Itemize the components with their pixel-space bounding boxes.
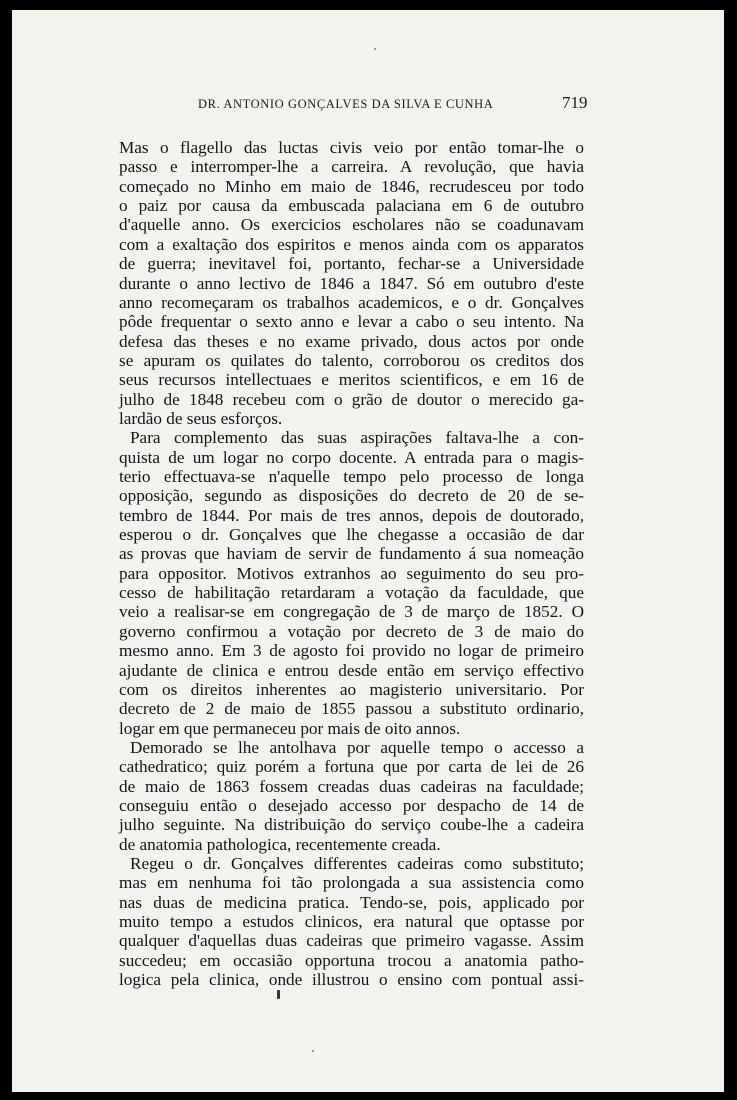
- text-line: ajudante de clinica e entrou desde então em serviço effectivo: [119, 660, 584, 680]
- text-line: as provas que haviam de servir de fundamento á sua nomeação: [119, 544, 584, 564]
- text-line: com a exaltação dos espiritos e menos ainda com os apparatos: [119, 234, 584, 254]
- text-line: nas duas de medicina pratica. Tendo-se, pois, applicado por: [119, 892, 584, 912]
- text-line: conseguiu então o desejado accesso por despacho de 14 de: [119, 795, 584, 815]
- text-line: com os direitos inherentes ao magisterio universitario. Por: [119, 679, 584, 699]
- text-line: de anatomia pathologica, recentemente creada.: [119, 834, 441, 854]
- text-line: Regeu o dr. Gonçalves differentes cadeiras como substituto;: [130, 854, 584, 873]
- text-line: muito tempo a estudos clinicos, era natural que optasse por: [119, 912, 584, 931]
- text-line: Demorado se lhe antolhava por aquelle tempo o accesso a: [130, 737, 584, 757]
- text-line: quista de um logar no corpo docente. A entrada para o magis-: [119, 447, 584, 467]
- text-line: passo e interromper-lhe a carreira. A revolução, que havia: [119, 157, 584, 177]
- text-line: defesa das theses e no exame privado, dous actos por onde: [119, 331, 584, 351]
- paper-speck: [312, 1050, 314, 1052]
- text-line: de maio de 1863 fossem creadas duas cadeiras na faculdade;: [119, 776, 584, 796]
- text-line: Mas o flagello das luctas civis veio por então tomar-lhe o: [119, 138, 584, 157]
- text-line: durante o anno lectivo de 1846 a 1847. Só em outubro d'este: [119, 273, 584, 293]
- book-page: [12, 10, 724, 1092]
- text-line: seus recursos intellectuaes e meritos scientificos, e em 16 de: [119, 370, 584, 390]
- text-line: mas em nenhuma foi tão prolongada a sua assistencia como: [119, 873, 584, 893]
- text-line: cesso de habilitação retardaram a votação da faculdade, que: [119, 583, 584, 602]
- text-line: logica pela clinica, onde illustrou o ensino com pontual assi-: [119, 970, 584, 990]
- text-line: cathedratico; quiz porém a fortuna que por carta de lei de 26: [119, 757, 584, 777]
- text-line: decreto de 2 de maio de 1855 passou a substituto ordinario,: [119, 699, 584, 719]
- text-line: julho seguinte. Na distribuição do serviço coube-lhe a cadeira: [119, 815, 584, 835]
- text-line: veio a realisar-se em congregação de 3 de março de 1852. O: [119, 602, 584, 622]
- text-line: governo confirmou a votação por decreto de 3 de maio do: [119, 621, 584, 641]
- text-line: de guerra; inevitavel foi, portanto, fechar-se a Universidade: [119, 254, 584, 274]
- text-line: lardão de seus esforços.: [119, 408, 283, 428]
- text-line: terio effectuava-se n'aquelle tempo pelo processo de longa: [119, 467, 584, 486]
- text-line: começado no Minho em maio de 1846, recrudesceu por todo: [119, 176, 584, 196]
- text-line: succedeu; em occasião opportuna trocou a anatomia patho-: [119, 950, 584, 970]
- text-line: opposição, segundo as disposições do decreto de 20 de se-: [119, 486, 584, 506]
- running-header: DR. ANTONIO GONÇALVES DA SILVA E CUNHA: [198, 97, 494, 111]
- text-line: mesmo anno. Em 3 de agosto foi provido no logar de primeiro: [119, 641, 584, 661]
- text-line: anno recomeçaram os trabalhos academicos, e o dr. Gonçalves: [119, 292, 584, 312]
- page-number: 719: [562, 93, 588, 112]
- text-line: se apuram os quilates do talento, corroborou os creditos dos: [119, 350, 584, 370]
- text-line: pôde frequentar o sexto anno e levar a cabo o seu intento. Na: [119, 312, 584, 332]
- text-line: o paiz por causa da embuscada palaciana em 6 de outubro: [119, 196, 584, 216]
- text-line: para oppositor. Motivos extranhos ao seguimento do seu pro-: [119, 563, 584, 583]
- ink-mark: [277, 990, 280, 999]
- text-line: qualquer d'aquellas duas cadeiras que primeiro vagasse. Assim: [119, 931, 584, 951]
- text-line: esperou o dr. Gonçalves que lhe chegasse a occasião de dar: [119, 525, 584, 544]
- text-line: d'aquelle anno. Os exercicios escholares não se coadunavam: [119, 215, 584, 235]
- text-line: tembro de 1844. Por mais de tres annos, depois de doutorado,: [119, 505, 584, 525]
- text-line: logar em que permaneceu por mais de oito annos.: [119, 718, 461, 738]
- paper-speck: [374, 48, 376, 50]
- text-line: julho de 1848 recebeu com o grão de doutor o merecido ga-: [119, 389, 584, 409]
- text-line: Para complemento das suas aspirações faltava-lhe a con-: [130, 428, 584, 448]
